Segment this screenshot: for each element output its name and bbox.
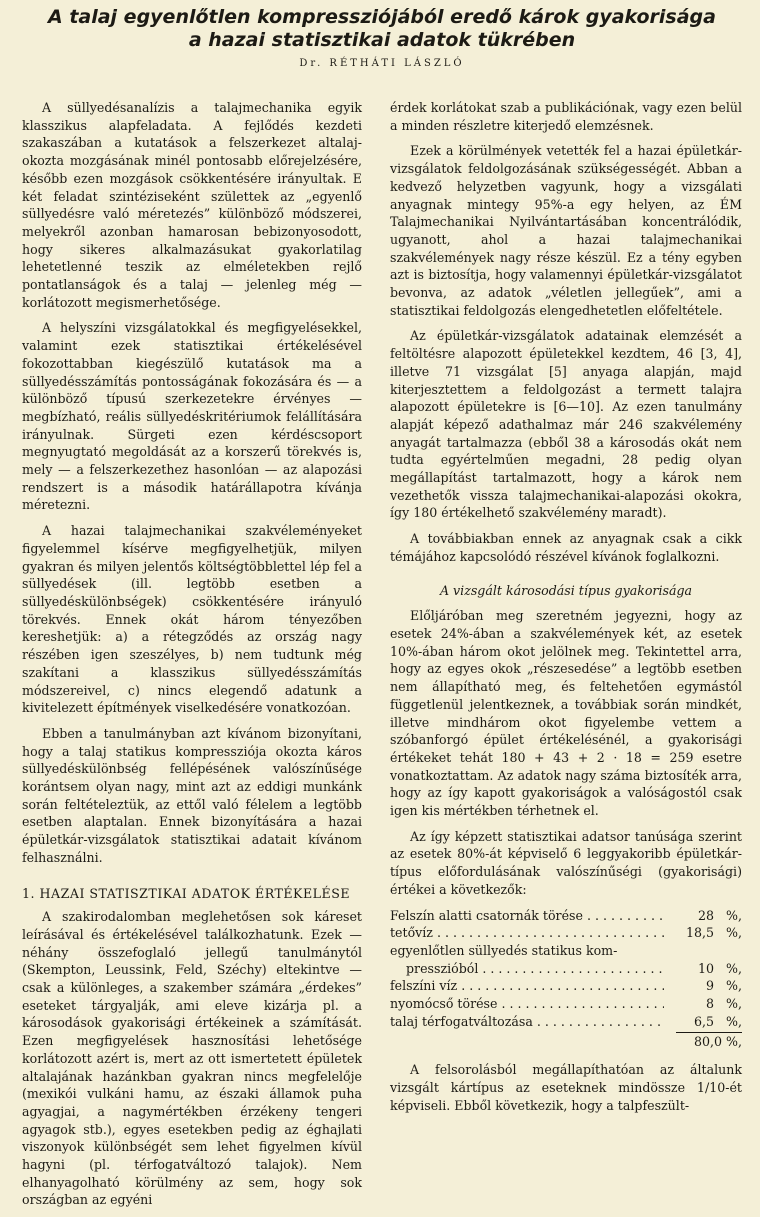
total-value: 80,0 %, [693, 1034, 742, 1050]
row-value: 10 [697, 960, 714, 976]
paragraph: érdek korlátokat szab a publikációnak, vagy ezen belül a minden részletre kiterjedő elemzésnek. [390, 100, 742, 133]
section-heading: 1. HAZAI STATISZTIKAI ADATOK ÉRTÉKELÉSE [22, 885, 351, 901]
row-unit: %, [726, 960, 742, 976]
table-row [390, 1013, 742, 1031]
paragraph: A szakirodalomban meglehetősen sok káreset leírásával és értékelésével találkozhatunk. Ezek — néhány összefoglaló jellegű tanulmánytól (Skempton, Leussink, Feld, Széchy) eltekintve — csak a különleges, a szakember számára „érdekes” eseteket tárgyalják, ami eleve kizárja pl. a károsodások gyakorisági értékeinek a számítását. Ezen megfigyelések hasznosítási lehetősége korlátozott azért is, mert az ott ismertetett épületek altalajának hazánkban gyakran nincs megfelelője (mexikói vulkáni hamu, az északi államok puha agyagjai, a nagymértékben érzékeny tengeri agyagok stb.), egyes esetekben pedig az éghajlati viszonyok különbségét sem lehet figyelmen kívül hagyni (pl. térfogatváltozó talajok). Nem elhanyagolható körülmény az sem, hogy sok országban az egyéni [22, 909, 362, 1208]
table-row [390, 977, 742, 995]
right-column [390, 99, 742, 1217]
paragraph: A hazai talajmechanikai szakvéleményeket figyelemmel kísérve megfigyelhetjük, milyen gyakran és milyen jelentős költségtöbblettel lép fel a süllyedések (ill. legtöbb esetben a süllyedéskülönbségek) csökkentésére irányuló törekvés. Ennek okát három tényezőben kereshetjük: a) a rétegződés az ország nagy részében igen szeszélyes, b) nem tudtunk még szakítani a klasszikus süllyedésszámítás módszereivel, c) nincs elegendő adatunk a kivitelezett építmények viselkedésére vonatkozóan. [22, 523, 362, 716]
table-row [390, 942, 742, 960]
table-row [390, 907, 742, 925]
row-value: 9 [705, 978, 714, 994]
article-body [22, 99, 742, 1217]
left-column [22, 99, 362, 1217]
subsection-heading: A vizsgált károsodási típus gyakorisága [439, 582, 693, 598]
row-label: felszíni víz . . . [390, 977, 664, 995]
paragraph: Az így képzett statisztikai adatsor tanúsága szerint az esetek 80%-át képviselő 6 leggyakoribb épületkár-típus előfordulásának valószínűségi (gyakorisági) értékei a következők: [390, 828, 742, 897]
row-label: talaj térfogatváltozása . . . [390, 1013, 664, 1031]
row-label: tetővíz . . . [390, 924, 664, 942]
paragraph: Előljáróban meg szeretném jegyezni, hogy az esetek 24%-ában a szakvélemények két, az esetek 10%-ában három okot jelölnek meg. Tekintettel arra, hogy az egyes okok „részesedése” a legtöbb esetben nem állapítható meg, és feltehetően egymástól függetlenül jelentkeznek, a továbbiak során mindkét, illetve mindhárom okot figyelembe vettem a szóbanforgó épület értékelésénél, a gyakorisági értékeket tehát 180 + 43 + 2 · 18 = 259 esetre vonatkoztattam. Az adatok nagy száma biztosíték arra, hogy az így kapott gyakoriságok a valóságostól csak igen kis mértékben térhetnek el. [390, 608, 742, 819]
row-label: nyomócső törése . . . [390, 995, 664, 1013]
paragraph: A továbbiakban ennek az anyagnak csak a cikk témájához kapcsolódó részével kívánok foglalkozni. [390, 531, 742, 564]
row-unit: %, [726, 907, 742, 923]
paragraph: A felsorolásból megállapíthatóan az általunk vizsgált kártípus az eseteknek mindössze 1/10-ét képviseli. Ebből következik, hogy a talpfeszült- [390, 1062, 742, 1113]
article-title [22, 6, 742, 52]
row-value: 28 [697, 907, 714, 923]
author: Dr. RÉTHÁTI LÁSZLÓ [299, 58, 465, 69]
row-label: presszióból . . . [390, 960, 664, 978]
row-label: egyenlőtlen süllyedés statikus kom- [390, 942, 618, 958]
row-unit: %, [726, 996, 742, 1012]
row-unit: %, [726, 978, 742, 994]
title-line-2: a hazai statisztikai adatok tükrében [188, 29, 576, 51]
row-value: 6,5 [693, 1013, 714, 1029]
frequency-table [390, 907, 742, 1052]
paragraph: Ezek a körülmények vetették fel a hazai épületkár-vizsgálatok feldolgozásának szükségességét. Abban a kedvező helyzetben vagyunk, hogy a vizsgálati anyagnak mintegy 95%-a egy helyen, az ÉM Talajmechanikai Nyilvántartásában koncentrálódik, ugyanott, ahol a hazai talajmechanikai szakvélemények nagy része készül. Ez a tény egyben azt is biztosítja, hogy valamennyi épületkár-vizsgálatot bevonva, az adatok „véletlen jellegűek”, ami a statisztikai feldolgozás elengedhetetlen előfeltétele. [390, 143, 742, 318]
paragraph: A süllyedésanalízis a talajmechanika egyik klasszikus alapfeladata. A fejlődés kezdeti szakaszában a kutatások a felszerkezet altalaj-okozta mozgásának minél pontosabb előrejelzésére, később ezen mozgások csökkentésére irányultak. E két feladat szintéziseként születtek az „egyenlő süllyedésre való méretezés” különböző módszerei, melyekről azonban hamarosan bebizonyosodott, hogy sikeres alkalmazásukat gyakorlatilag lehetetlenné teszik az elméletekben rejlő pontatlanságok és a talaj — jelenleg még — korlátozott megismerhetősége. [22, 100, 362, 310]
row-label: Felszín alatti csatornák törése . . . [390, 907, 664, 925]
paragraph: A helyszíni vizsgálatokkal és megfigyelésekkel, valamint ezek statisztikai értékelésével fokozottabban kiegészülő kutatások ma a süllyedésszámítás pontosságának fokozására és — a különböző típusú szerkezetekre érvényes — megbízható, reális süllyedéskritériumok felállítására irányulnak. Sürgeti ezen kérdéscsoport megnyugtató megoldását az a korszerű törekvés is, mely — a felszerkezethez hasonlóan — az alapozási rendszert is a második határállapotra kívánja méretezni. [22, 320, 362, 513]
table-row [390, 924, 742, 942]
row-value: 18,5 [685, 925, 714, 941]
table-row [390, 995, 742, 1013]
paragraph: Ebben a tanulmányban azt kívánom bizonyítani, hogy a talaj statikus kompressziója okozta káros süllyedéskülönbség fellépésének valószínűsége korántsem olyan nagy, mint azt az eddigi munkánk során feltételeztük, az ettől való félelem a legtöbb esetben alaptalan. Ennek bizonyítására a hazai épületkár-vizsgálatok statisztikai adatait kívánom felhasználni. [22, 725, 362, 865]
row-unit: %, [726, 925, 742, 941]
title-line-1: A talaj egyenlőtlen kompressziójából eredő károk gyakorisága [48, 6, 716, 28]
row-value: 8 [705, 996, 714, 1012]
table-row [390, 960, 742, 978]
paragraph: Az épületkár-vizsgálatok adatainak elemzését a feltöltésre alapozott épületekkel kezdtem, 46 [3, 4], illetve 71 vizsgálat [5] anyaga alapján, majd kiterjesztettem a feldolgozást a termett talajra alapozott épületekre is [6—10]. Az ezen tanulmány alapját képező adathalmaz már 246 szakvélemény anyagát tartalmazza (ebből 38 a károsodás okát nem tudta egyértelműen megadni, 28 pedig olyan megállapítást tartalmazott, hogy a károk nem vezethetők vissza talajmechanikai-alapozási okokra, így 180 értékelhető szakvélemény maradt). [390, 328, 742, 521]
table-total [390, 1033, 742, 1051]
row-unit: %, [726, 1013, 742, 1029]
